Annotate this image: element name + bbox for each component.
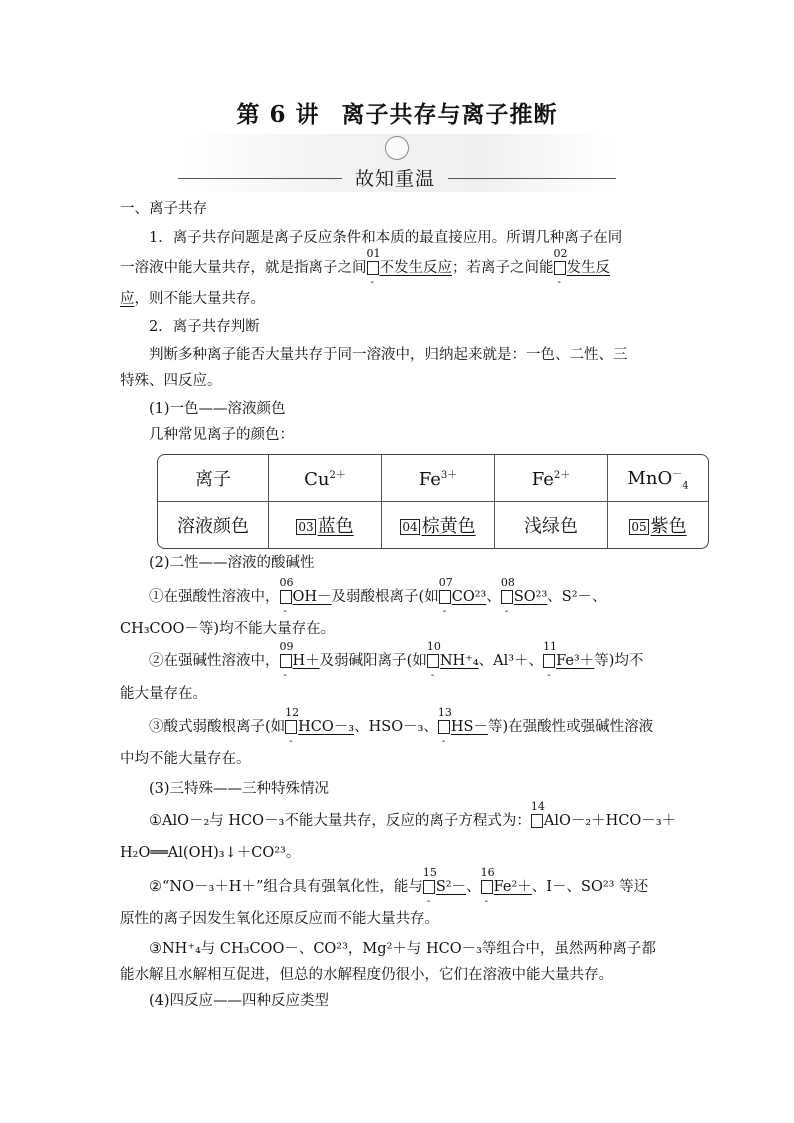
subheading: (3)三特殊——三种特殊情况 bbox=[149, 781, 330, 797]
table-cell: MnO－$_4$ bbox=[608, 455, 708, 502]
table-cell: 05 紫色 bbox=[631, 516, 687, 537]
paragraph: 能水解且水解相互促进，但总的水解程度仍很小，它们在溶液中能大量共存。 bbox=[120, 967, 613, 983]
table-cell: $Fe^{3+}$ bbox=[382, 455, 495, 502]
table-cell: 04 棕黄色 bbox=[382, 502, 495, 548]
ion-color-table bbox=[157, 454, 709, 549]
table-cell: $Cu^{2+}$ bbox=[269, 455, 382, 502]
section-banner bbox=[178, 134, 616, 192]
banner-rule-left bbox=[178, 178, 342, 179]
answer-number-box: 02 - bbox=[553, 247, 568, 288]
paragraph: ②在强碱性溶液中， 09 - H＋及弱碱阳离子(如 10 - NH⁺₄、Al³＋、 11 - Fe³＋等)均不 bbox=[149, 640, 644, 681]
answer-number-box: 01 - bbox=[366, 247, 381, 288]
paragraph: ②“NO－₃＋H＋”组合具有强氧化性，能与 15 - S²－、 16 - Fe²＋、I－、SO²³ 等还 bbox=[149, 866, 649, 907]
paragraph: 能大量存在。 bbox=[120, 686, 207, 702]
paragraph: ③NH⁺₄与 CH₃COO－、CO²³，Mg²＋与 HCO－₃等组合中，虽然两种离子都 bbox=[149, 941, 656, 957]
paragraph: ①AlO－₂与 HCO－₃不能大量共存，反应的离子方程式为： 14 AlO－₂＋HCO－₃＋ bbox=[149, 800, 677, 829]
table-header-cell: 离子 bbox=[158, 455, 269, 502]
paragraph: H₂O══Al(OH)₃↓＋CO²³。 bbox=[120, 845, 301, 861]
banner-text: 故知重温 bbox=[354, 168, 435, 190]
subheading: (1)一色——溶液颜色 bbox=[149, 401, 286, 417]
banner-rule-right bbox=[448, 178, 616, 179]
paragraph: ①在强酸性溶液中， 06 - OH－及弱酸根离子(如 07 - CO²³、 08 - SO²³、S²－、 bbox=[149, 576, 607, 617]
table-header-cell: 溶液颜色 bbox=[158, 502, 269, 548]
paragraph: 1．离子共存问题是离子反应条件和本质的最直接应用。所谓几种离子在同 bbox=[149, 230, 623, 246]
section-heading: 一、离子共存 bbox=[120, 201, 207, 217]
paragraph: 几种常见离子的颜色： bbox=[149, 427, 294, 443]
page-title bbox=[0, 96, 794, 129]
paragraph: 特殊、四反应。 bbox=[120, 373, 222, 389]
table-cell: $Fe^{2+}$ bbox=[495, 455, 608, 502]
lecture-number: 第 6 讲 bbox=[236, 101, 320, 128]
paragraph: CH₃COO－等)均不能大量存在。 bbox=[120, 621, 336, 637]
table-cell: 03 蓝色 bbox=[269, 502, 382, 548]
paragraph: 一溶液中能大量共存，就是指离子之间 01 - 不发生反应；若离子之间能 02 - 发生反 bbox=[120, 247, 610, 288]
paragraph: 判断多种离子能否大量共存于同一溶液中，归纳起来就是：一色、二性、三 bbox=[149, 347, 628, 363]
table-cell: 浅绿色 bbox=[495, 502, 608, 548]
leaf-emblem-icon bbox=[385, 136, 409, 160]
answer-blank: 不发生反应 bbox=[379, 260, 452, 276]
paragraph: 中均不能大量存在。 bbox=[120, 751, 251, 767]
answer-blank: 发生反 bbox=[566, 260, 610, 276]
paragraph: 原性的离子因发生氧化还原反应而不能大量共存。 bbox=[120, 911, 439, 927]
paragraph: 应，则不能大量共存。 bbox=[120, 291, 265, 307]
lecture-title: 离子共存与离子推断 bbox=[341, 101, 558, 128]
subheading: (4)四反应——四种反应类型 bbox=[149, 993, 330, 1009]
subheading: (2)二性——溶液的酸碱性 bbox=[149, 555, 315, 571]
subheading: 2．离子共存判断 bbox=[149, 319, 260, 335]
paragraph: ③酸式弱酸根离子(如 12 - HCO－₃、HSO－₃、 13 - HS－等)在强酸性或强碱性溶液 bbox=[149, 706, 654, 747]
